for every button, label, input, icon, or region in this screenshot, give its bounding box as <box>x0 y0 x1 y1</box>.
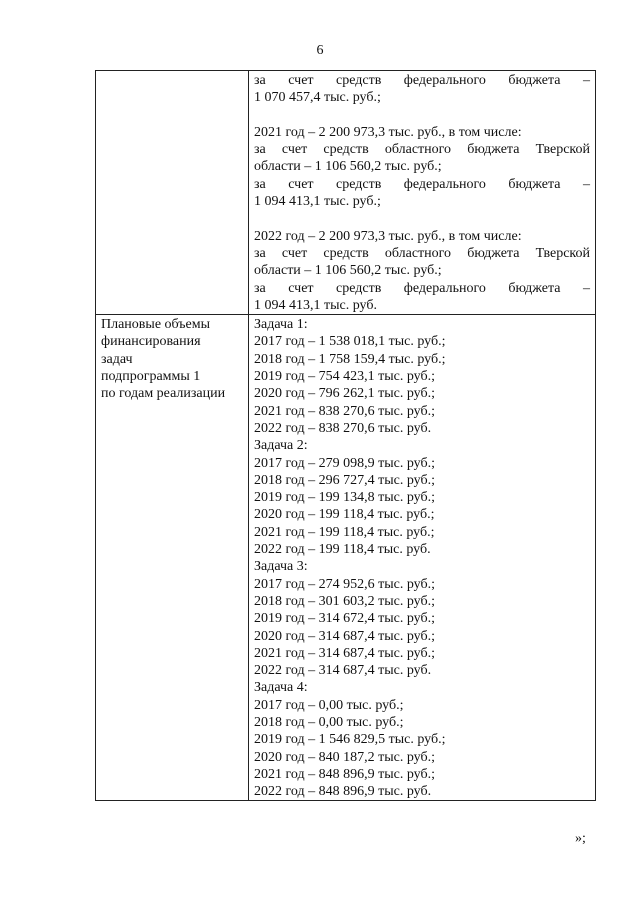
text-line: Задача 2: <box>254 438 308 454</box>
row2-left-cell <box>96 315 249 801</box>
text-line: 2022 год – 848 896,9 тыс. руб. <box>254 784 432 800</box>
text-line: 2022 год – 838 270,6 тыс. руб. <box>254 420 432 436</box>
text-line: за счет средств федерального бюджета – <box>254 176 590 192</box>
row-label-line: подпрограммы 1 <box>101 369 201 385</box>
text-line: области – 1 106 560,2 тыс. руб.; <box>254 159 442 175</box>
text-line: за счет средств областного бюджета Тверской <box>254 245 590 261</box>
text-line: 2018 год – 0,00 тыс. руб.; <box>254 714 404 730</box>
text-line: 2021 год – 848 896,9 тыс. руб.; <box>254 766 435 782</box>
text-line: 2017 год – 279 098,9 тыс. руб.; <box>254 455 435 471</box>
table-row <box>96 71 596 315</box>
text-line: 2020 год – 314 687,4 тыс. руб.; <box>254 628 435 644</box>
text-line: 2020 год – 199 118,4 тыс. руб.; <box>254 507 435 523</box>
passport-table <box>95 70 596 801</box>
row-label-line: финансирования <box>101 334 201 350</box>
text-line: за счет средств федерального бюджета – <box>254 280 590 296</box>
text-line: области – 1 106 560,2 тыс. руб.; <box>254 263 442 279</box>
text-line: за счет средств федерального бюджета – <box>254 73 590 88</box>
text-line: Задача 3: <box>254 559 308 575</box>
text-line: 2019 год – 1 546 829,5 тыс. руб.; <box>254 732 446 748</box>
text-line: 2017 год – 0,00 тыс. руб.; <box>254 697 404 713</box>
row-label-line: по годам реализации <box>101 386 226 402</box>
text-line: 2017 год – 274 952,6 тыс. руб.; <box>254 576 435 592</box>
text-line: 2020 год – 840 187,2 тыс. руб.; <box>254 749 435 765</box>
paragraph-gap <box>254 210 590 227</box>
text-line: 2019 год – 314 672,4 тыс. руб.; <box>254 611 435 627</box>
text-line: 2021 год – 2 200 973,3 тыс. руб., в том числе: <box>254 124 522 140</box>
row-label-line: Плановые объемы <box>101 317 211 333</box>
table-row <box>96 315 596 801</box>
text-line: 2022 год – 2 200 973,3 тыс. руб., в том числе: <box>254 228 522 244</box>
text-line: 2019 год – 199 134,8 тыс. руб.; <box>254 490 435 506</box>
text-line: 2017 год – 1 538 018,1 тыс. руб.; <box>254 334 446 350</box>
text-line: 2021 год – 314 687,4 тыс. руб.; <box>254 645 435 661</box>
closing-quote-mark: »; <box>575 831 586 846</box>
text-line: 2018 год – 296 727,4 тыс. руб.; <box>254 472 435 488</box>
text-line: 1 094 413,1 тыс. руб. <box>254 297 377 313</box>
row1-left-cell <box>96 71 249 315</box>
text-line: 1 094 413,1 тыс. руб.; <box>254 194 381 210</box>
text-line: 2022 год – 199 118,4 тыс. руб. <box>254 542 431 558</box>
text-line: 1 070 457,4 тыс. руб.; <box>254 90 381 106</box>
text-line: 2021 год – 199 118,4 тыс. руб.; <box>254 524 435 540</box>
text-line: 2021 год – 838 270,6 тыс. руб.; <box>254 403 435 419</box>
row-label-line: задач <box>101 351 133 367</box>
text-line: 2018 год – 301 603,2 тыс. руб.; <box>254 593 435 609</box>
text-line: Задача 4: <box>254 680 308 696</box>
text-line: 2022 год – 314 687,4 тыс. руб. <box>254 663 432 679</box>
text-line: Задача 1: <box>254 317 308 333</box>
page-number: 6 <box>316 43 324 58</box>
row1-right-cell <box>249 71 596 315</box>
paragraph-gap <box>254 107 590 124</box>
text-line: за счет средств областного бюджета Тверской <box>254 142 590 158</box>
text-line: 2018 год – 1 758 159,4 тыс. руб.; <box>254 351 446 367</box>
row2-right-cell <box>249 315 596 801</box>
text-line: 2020 год – 796 262,1 тыс. руб.; <box>254 386 435 402</box>
text-line: 2019 год – 754 423,1 тыс. руб.; <box>254 369 435 385</box>
